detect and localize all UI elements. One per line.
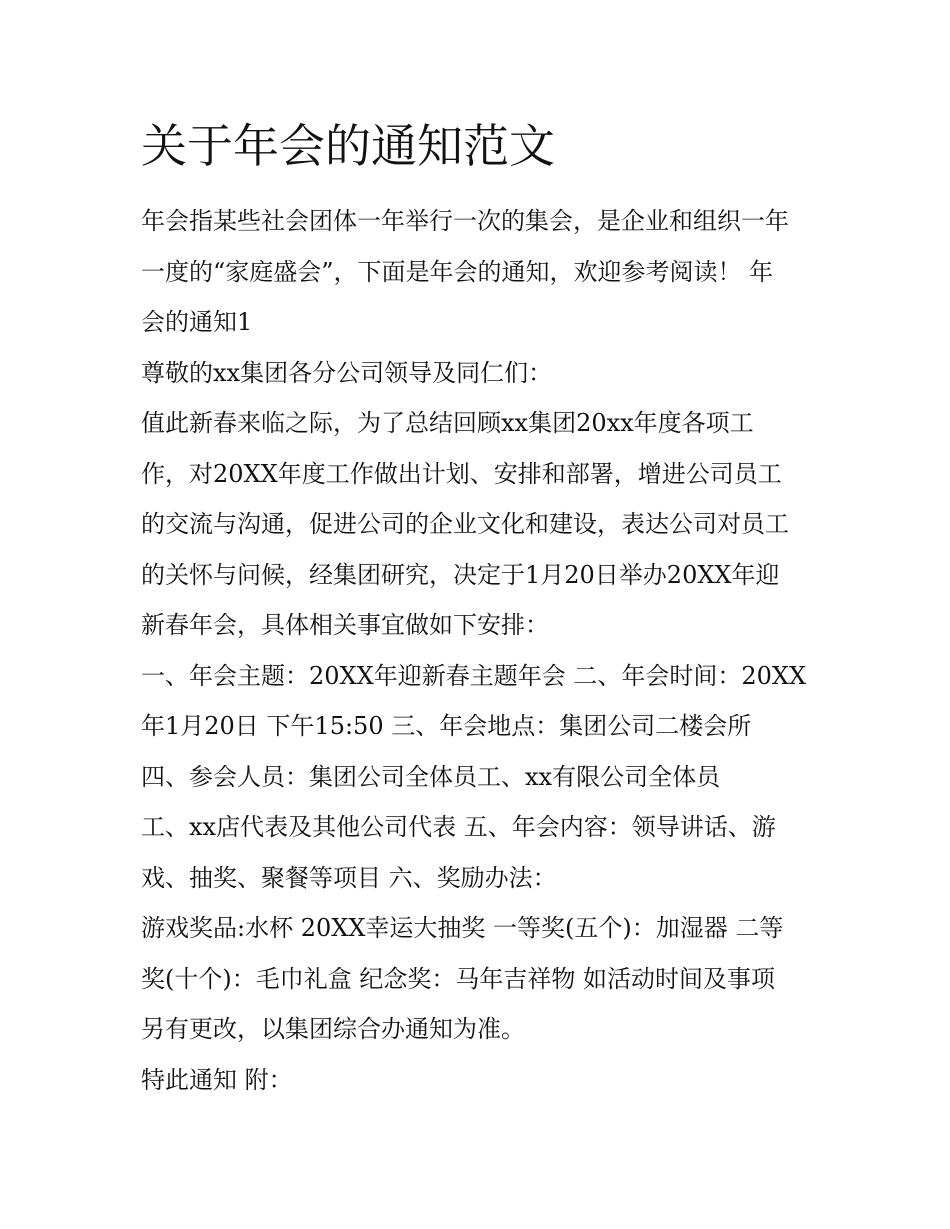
text-line: 作，对20XX年度工作做出计划、安排和部署，增进公司员工 [141,459,782,488]
text-line: 特此通知 附： [141,1065,293,1094]
text-line: 戏、抽奖、聚餐等项目 六、奖励办法： [141,863,557,892]
text-line: 年会指某些社会团体一年举行一次的集会，是企业和组织一年 [141,207,789,235]
intro-paragraph [141,196,821,348]
arrangements-paragraph [141,651,821,904]
text-line: 一度的“家庭盛会”，下面是年会的通知，欢迎参考阅读！ 年 [141,257,774,286]
text-line: 新春年会，具体相关事宜做如下安排： [141,611,549,639]
text-line: 奖(十个)：毛巾礼盒 纪念奖：马年吉祥物 如活动时间及事项 [141,964,775,993]
text-line: 工、xx店代表及其他公司代表 五、年会内容：领导讲话、游 [141,813,776,841]
text-line: 四、参会人员：集团公司全体员工、xx有限公司全体员 [141,762,721,791]
text-line: 会的通知1 [141,308,253,336]
document-page [141,110,821,1105]
text-line: 游戏奖品:水杯 20XX幸运大抽奖 一等奖(五个)：加湿器 二等 [141,914,784,942]
text-line: 一、年会主题：20XX年迎新春主题年会 二、年会时间：20XX [141,661,807,690]
purpose-paragraph [141,398,821,651]
document-title: 关于年会的通知范文 [141,119,555,173]
text-line: 另有更改，以集团综合办通知为准。 [141,1015,525,1043]
text-line: 尊敬的xx集团各分公司领导及同仁们： [141,358,553,387]
closing-paragraph [141,1055,821,1106]
text-line: 的关怀与问候，经集团研究，决定于1月20日举办20XX年迎 [141,560,780,589]
text-line: 年1月20日 下午15:50 三、年会地点：集团公司二楼会所 [141,712,752,740]
prizes-paragraph [141,903,821,1055]
text-line: 值此新春来临之际，为了总结回顾xx集团20xx年度各项工 [141,409,754,437]
text-line: 的交流与沟通，促进公司的企业文化和建设，表达公司对员工 [141,510,789,538]
document-body [141,196,821,1105]
salutation-paragraph [141,348,821,399]
